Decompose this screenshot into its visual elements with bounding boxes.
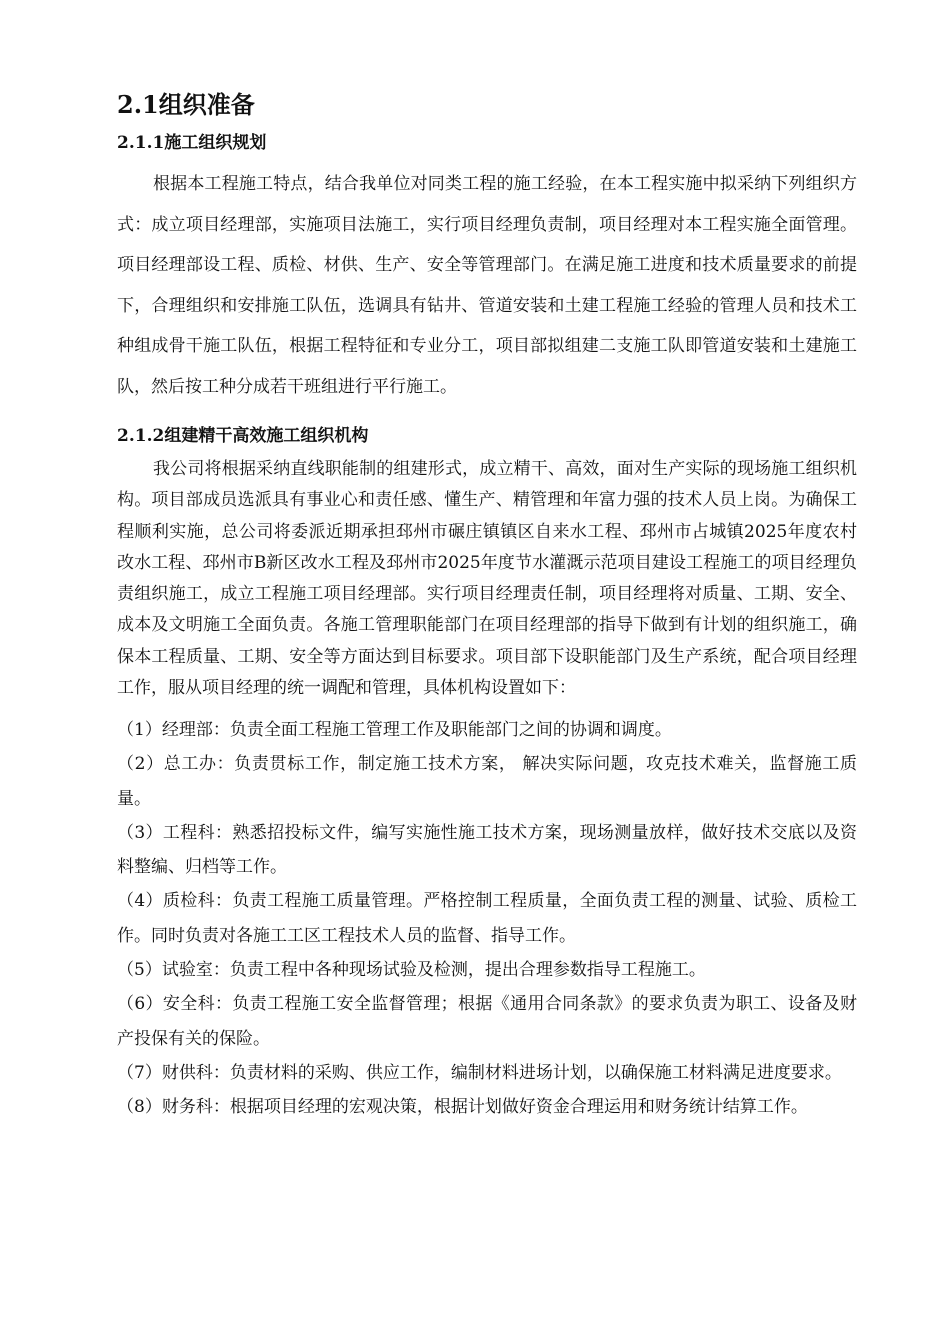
list-item: （4）质检科：负责工程施工质量管理。严格控制工程质量，全面负责工程的测量、试验、质检工作。同时负责对各施工工区工程技术人员的监督、指导工作。 (117, 891, 857, 946)
list-item: （7）财供科：负责材料的采购、供应工作，编制材料进场计划，以确保施工材料满足进度要求。 (117, 1062, 842, 1083)
list-item: （3）工程科：熟悉招投标文件，编写实施性施工技术方案，现场测量放样，做好技术交底以及资料整编、归档等工作。 (117, 822, 857, 878)
list-item: （5）试验室：负责工程中各种现场试验及检测，提出合理参数指导工程施工。 (117, 960, 706, 981)
section-heading: 2.1组织准备 (117, 90, 255, 119)
subsection-heading-planning: 2.1.1施工组织规划 (117, 133, 267, 153)
subsection-heading-organization: 2.1.2组建精干高效施工组织机构 (117, 426, 369, 446)
list-item: （2）总工办：负责贯标工作，制定施工技术方案， 解决实际问题，攻克技术难关，监督施工质量。 (117, 754, 857, 809)
planning-paragraph: 根据本工程施工特点，结合我单位对同类工程的施工经验，在本工程实施中拟采纳下列组织方式：成立项目经理部，实施项目法施工，实行项目经理负责制，项目经理对本工程实施全面管理。项目经理部设工程、质检、材供、生产、安全等管理部门。在满足施工进度和技术质量要求的前提下，合理组织和安排施工队伍，选调具有钻井、管道安装和土建工程施工经验的管理人员和技术工种组成骨干施工队伍，根据工程特征和专业分工，项目部拟组建二支施工队即管道安装和土建施工队，然后按工种分成若干班组进行平行施工。 (117, 174, 857, 397)
list-item: （8）财务科：根据项目经理的宏观决策，根据计划做好资金合理运用和财务统计结算工作。 (117, 1097, 808, 1118)
list-item: （6）安全科：负责工程施工安全监督管理；根据《通用合同条款》的要求负责为职工、设备及财产投保有关的保险。 (117, 994, 857, 1049)
list-item: （1）经理部：负责全面工程施工管理工作及职能部门之间的协调和调度。 (117, 720, 672, 740)
department-list (117, 713, 857, 1125)
organization-paragraph: 我公司将根据采纳直线职能制的组建形式，成立精干、高效，面对生产实际的现场施工组织机构。项目部成员选派具有事业心和责任感、懂生产、精管理和年富力强的技术人员上岗。为确保工程顺利实施，总公司将委派近期承担邳州市碾庄镇镇区自来水工程、邳州市占城镇2025年度农村改水工程、邳州市B新区改水工程及邳州市2025年度节水灌溉示范项目建设工程施工的项目经理负责组织施工，成立工程施工项目经理部。实行项目经理责任制，项目经理将对质量、工期、安全、成本及文明施工全面负责。各施工管理职能部门在项目经理部的指导下做到有计划的组织施工，确保本工程质量、工期、安全等方面达到目标要求。项目部下设职能部门及生产系统，配合项目经理工作，服从项目经理的统一调配和管理，具体机构设置如下： (117, 459, 857, 699)
